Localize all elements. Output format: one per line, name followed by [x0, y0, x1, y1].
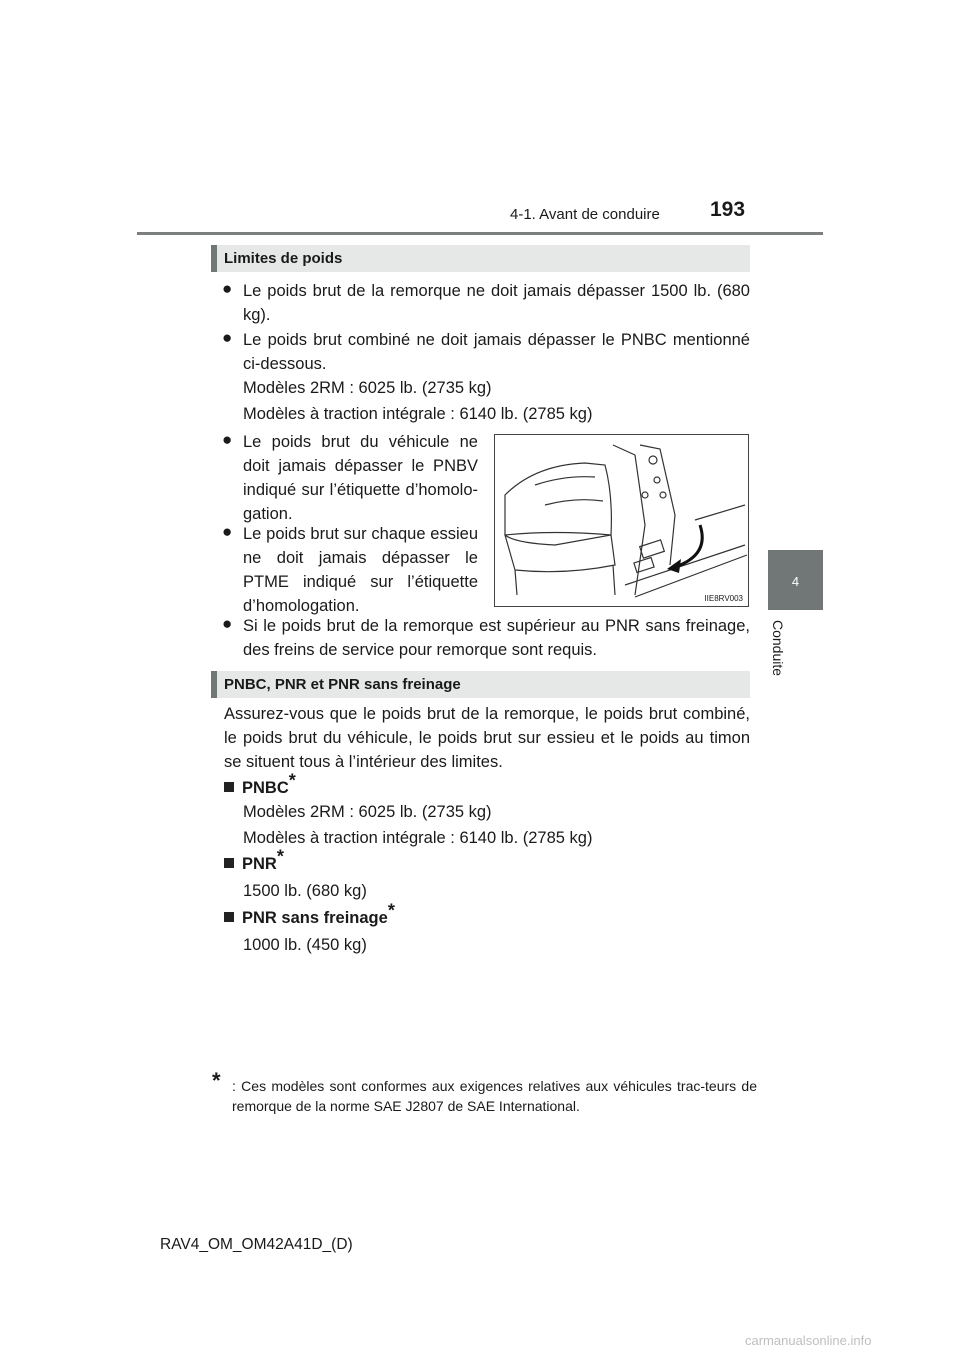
section-heading-text: Limites de poids — [224, 250, 343, 267]
pnbc-4x4-line: Modèles à traction intégrale : 6140 lb. (2785 kg) — [243, 829, 593, 847]
chapter-label-text: Conduite — [770, 620, 786, 677]
section-heading-text: PNBC, PNR et PNR sans freinage — [224, 676, 461, 693]
heading-accent-bar — [211, 245, 217, 272]
square-bullet-icon — [224, 858, 234, 868]
illustration-code: IIE8RV003 — [704, 594, 743, 603]
bullet-text-trailer-weight: Le poids brut de la remorque ne doit jamais dépasser 1500 lb. (680 kg). — [243, 282, 750, 324]
bullet-icon: ● — [222, 430, 233, 449]
bullet-icon: ● — [222, 522, 233, 541]
heading-accent-bar — [211, 671, 217, 698]
page-number: 193 — [710, 198, 746, 221]
pnr-sf-title: PNR sans freinage — [242, 909, 388, 927]
pnr-value: 1500 lb. (680 kg) — [243, 882, 367, 900]
pnbc-title: PNBC — [242, 779, 289, 797]
footnote-asterisk: * — [212, 1068, 221, 1093]
pnr-title: PNR — [242, 855, 277, 873]
pnbc-2rm-line: Modèles 2RM : 6025 lb. (2735 kg) — [243, 803, 492, 821]
chapter-label — [762, 620, 792, 700]
bullet-icon: ● — [222, 328, 233, 347]
models-2rm-line: Modèles 2RM : 6025 lb. (2735 kg) — [243, 379, 492, 397]
document-code: RAV4_OM_OM42A41D_(D) — [160, 1236, 353, 1253]
asterisk-marker: * — [387, 900, 395, 921]
models-4x4-line: Modèles à traction intégrale : 6140 lb. (2785 kg) — [243, 405, 593, 423]
square-bullet-icon — [224, 782, 234, 792]
pnr-sf-subheading — [224, 900, 395, 930]
watermark: carmanualsonline.info — [745, 1333, 872, 1348]
square-bullet-icon — [224, 912, 234, 922]
section2-intro-paragraph: Assurez-vous que le poids brut de la remorque, le poids brut combiné, le poids brut du véhicule, le poids brut sur essieu et le poids au timon se situent tous à l’intérieur des limites. — [224, 705, 750, 771]
bullet-text-brakes-required: Si le poids brut de la remorque est supérieur au PNR sans freinage, des freins de service pour remorque sont requis. — [243, 617, 750, 659]
bullet-text-axle-weight: Le poids brut sur chaque essieu ne doit jamais dépasser le PTME indiqué sur l’étiquette d’homologation. — [243, 525, 478, 615]
bullet-icon: ● — [222, 614, 233, 633]
bullet-icon: ● — [222, 279, 233, 298]
chapter-tab — [768, 550, 823, 610]
bullet-text-combined-weight: Le poids brut combiné ne doit jamais dépasser le PNBC mentionné ci-dessous. — [243, 331, 750, 373]
bullet-text-vehicle-weight: Le poids brut du véhicule ne doit jamais dépasser le PNBV indiqué sur l’étiquette d’homolo-gation. — [243, 433, 478, 523]
seat-door-drawing — [495, 435, 748, 606]
header-divider — [137, 232, 823, 235]
footnote-text: : Ces modèles sont conformes aux exigences relatives aux véhicules trac-teurs de remorque de la norme SAE J2807 de SAE International. — [232, 1078, 757, 1114]
pnr-sf-value: 1000 lb. (450 kg) — [243, 936, 367, 954]
door-label-illustration — [494, 434, 749, 607]
asterisk-marker: * — [276, 846, 284, 867]
section-heading-pnbc — [211, 671, 750, 698]
chapter-number: 4 — [791, 574, 800, 589]
asterisk-marker: * — [288, 770, 296, 791]
pnr-subheading — [224, 846, 284, 876]
header-section-title: 4-1. Avant de conduire — [510, 206, 660, 223]
section-heading-weight-limits — [211, 245, 750, 272]
pnbc-subheading — [224, 770, 296, 800]
